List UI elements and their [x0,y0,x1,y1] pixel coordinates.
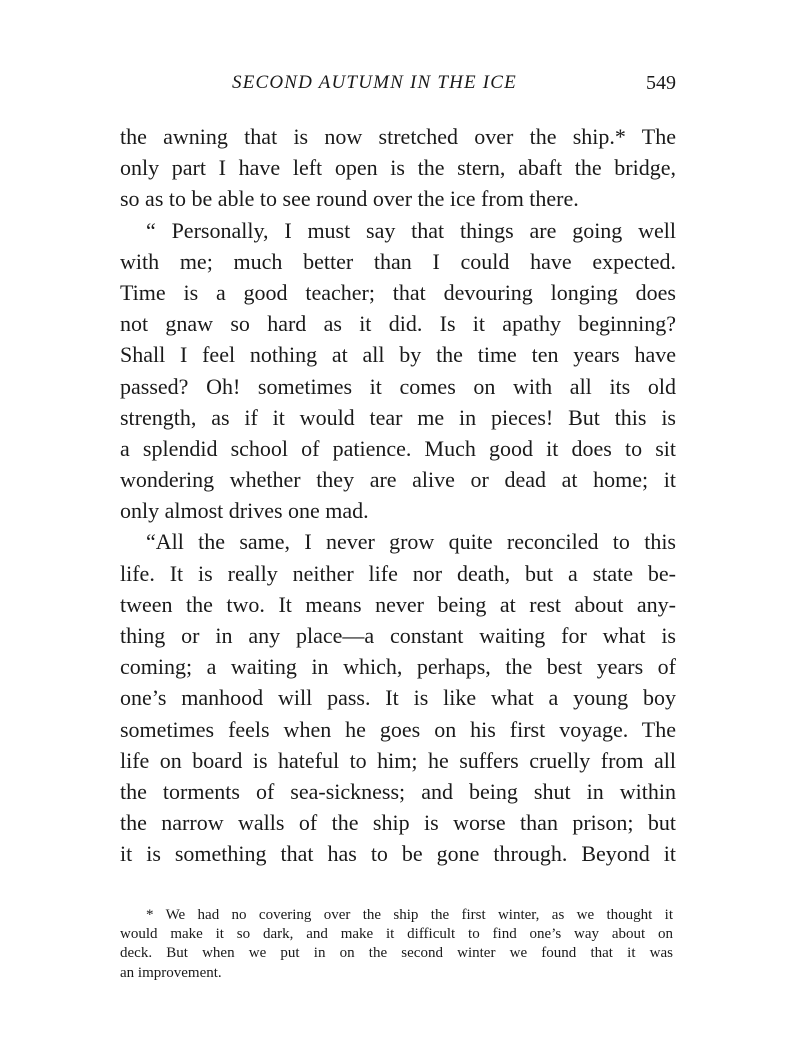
footnote-line: deck. But when we put in on the second winter we found that it was [120,945,673,962]
text-line: Shall I feel nothing at all by the time ten years have [120,342,676,368]
text-line: only almost drives one mad. [120,498,369,524]
text-line: passed? Oh! sometimes it comes on with all its old [120,373,676,399]
text-line: coming; a waiting in which, perhaps, the best years of [120,654,676,680]
text-line: so as to be able to see round over the ice from there. [120,186,579,212]
text-line: not gnaw so hard as it did. Is it apathy beginning? [120,311,676,337]
text-line: wondering whether they are alive or dead at home; it [120,467,676,493]
footnote-line: would make it so dark, and make it difficult to find one’s way about on [120,926,673,943]
text-line: the narrow walls of the ship is worse than prison; but [120,810,676,836]
text-line: a splendid school of patience. Much good it does to sit [120,435,676,461]
running-title: SECOND AUTUMN IN THE ICE [232,72,517,93]
text-line: thing or in any place—a constant waiting for what is [120,623,676,648]
text-line: life on board is hateful to him; he suffers cruelly from all [120,747,676,773]
footnote [120,906,673,983]
text-line: tween the two. It means never being at rest about any- [120,591,676,617]
running-head [120,70,676,100]
text-line: the awning that is now stretched over the ship.* The [120,124,676,149]
text-line: with me; much better than I could have expected. [120,248,676,274]
text-line: only part I have left open is the stern, abaft the bridge, [120,155,676,181]
text-line: Time is a good teacher; that devouring longing does [120,279,676,305]
text-line: life. It is really neither life nor death, but a state be- [120,560,676,586]
text-line: “All the same, I never grow quite reconciled to this [146,529,676,555]
body-text [120,121,676,870]
footnote-line: * We had no covering over the ship the first winter, as we thought it [146,907,673,923]
text-line: “ Personally, I must say that things are going well [146,217,676,243]
text-line: one’s manhood will pass. It is like what a young boy [120,685,676,711]
footnote-line: an improvement. [120,964,222,981]
text-line: the torments of sea-sickness; and being shut in within [120,778,676,804]
text-line: it is something that has to be gone through. Beyond it [120,841,676,867]
text-line: strength, as if it would tear me in pieces! But this is [120,404,676,430]
page-number: 549 [646,72,676,94]
text-line: sometimes feels when he goes on his first voyage. The [120,716,676,742]
